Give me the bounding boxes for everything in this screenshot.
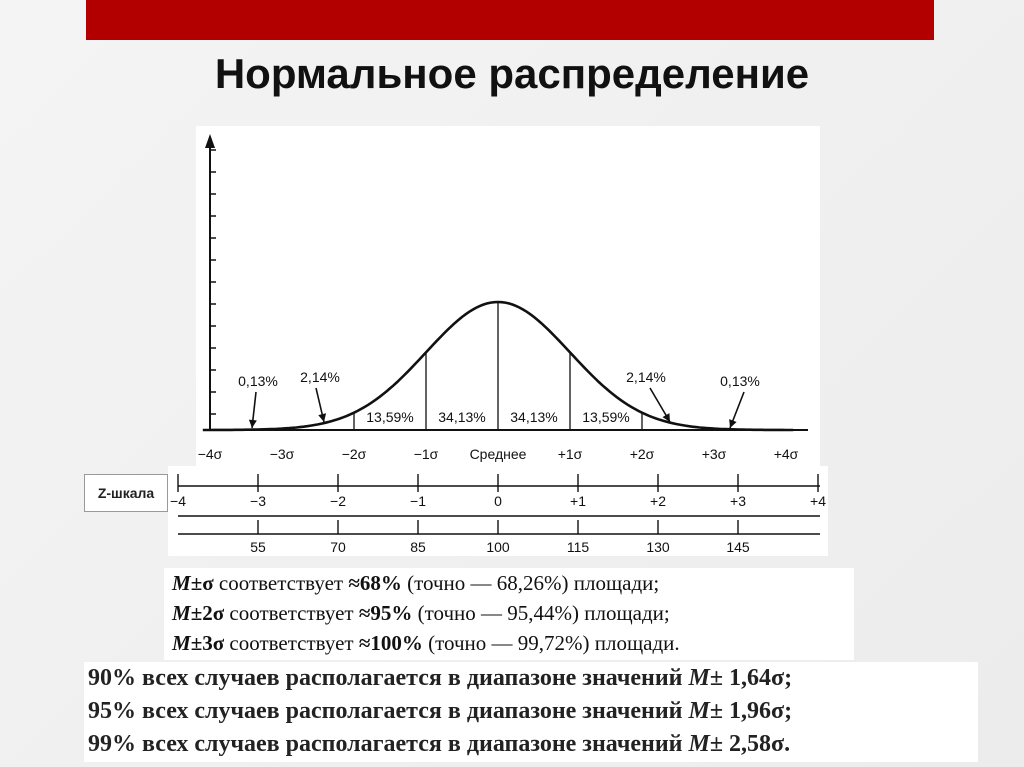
range-line: 90% всех случаев располагается в диапазоне значений M± 1,64σ; xyxy=(88,665,793,691)
iq-tick-label: 70 xyxy=(330,539,346,555)
title-accent-bar xyxy=(86,0,934,40)
region-percent-label: 0,13% xyxy=(720,373,760,389)
x-tick-label: Среднее xyxy=(469,446,527,462)
z-tick-label: +3 xyxy=(730,493,746,509)
z-tick-label: −1 xyxy=(410,493,426,509)
region-percent-label: 34,13% xyxy=(510,409,558,425)
iq-tick-label: 115 xyxy=(566,539,590,555)
iq-tick-label: 145 xyxy=(726,539,750,555)
x-tick-label: +1σ xyxy=(557,446,583,462)
info-line: M±2σ соответствует ≈95% (точно — 95,44%) площади; xyxy=(172,601,670,625)
z-scale-panel xyxy=(168,466,828,556)
normal-curve-svg xyxy=(196,126,820,466)
x-tick-label: +3σ xyxy=(701,446,727,462)
z-tick-label: −2 xyxy=(330,493,346,509)
region-percent-label: 34,13% xyxy=(438,409,486,425)
y-axis-arrow xyxy=(205,134,215,148)
x-tick-label: −4σ xyxy=(197,446,223,462)
sigma-area-notes xyxy=(164,568,854,660)
normal-curve-chart xyxy=(196,126,820,466)
region-percent-label: 2,14% xyxy=(300,369,340,385)
region-percent-label: 13,59% xyxy=(582,409,630,425)
x-tick-label: −3σ xyxy=(269,446,295,462)
range-line: 99% всех случаев располагается в диапазоне значений M± 2,58σ. xyxy=(88,731,791,757)
slide-title: Нормальное распределение xyxy=(214,50,810,97)
z-tick-label: +2 xyxy=(650,493,666,509)
range-notes xyxy=(84,662,978,762)
z-tick-label: −3 xyxy=(250,493,266,509)
z-scale-svg xyxy=(168,466,828,556)
iq-tick-label: 55 xyxy=(250,539,266,555)
z-tick-label: +4 xyxy=(810,493,826,509)
z-tick-label: 0 xyxy=(494,493,502,509)
x-tick-label: +2σ xyxy=(629,446,655,462)
region-percent-label: 13,59% xyxy=(366,409,414,425)
pointer-arrowhead xyxy=(318,413,326,422)
iq-tick-label: 85 xyxy=(410,539,426,555)
z-scale-label: Z-шкала xyxy=(84,474,168,512)
x-tick-label: −2σ xyxy=(341,446,367,462)
z-tick-label: +1 xyxy=(570,493,586,509)
x-tick-label: +4σ xyxy=(773,446,799,462)
z-tick-label: −4 xyxy=(170,493,186,509)
info-line: M±3σ соответствует ≈100% (точно — 99,72%) площади. xyxy=(172,631,680,655)
x-tick-label: −1σ xyxy=(413,446,439,462)
region-percent-label: 2,14% xyxy=(626,369,666,385)
range-line: 95% всех случаев располагается в диапазоне значений M± 1,96σ; xyxy=(88,698,793,724)
iq-tick-label: 130 xyxy=(646,539,670,555)
iq-tick-label: 100 xyxy=(486,539,510,555)
info-line: M±σ соответствует ≈68% (точно — 68,26%) площади; xyxy=(172,571,660,595)
region-percent-label: 0,13% xyxy=(238,373,278,389)
